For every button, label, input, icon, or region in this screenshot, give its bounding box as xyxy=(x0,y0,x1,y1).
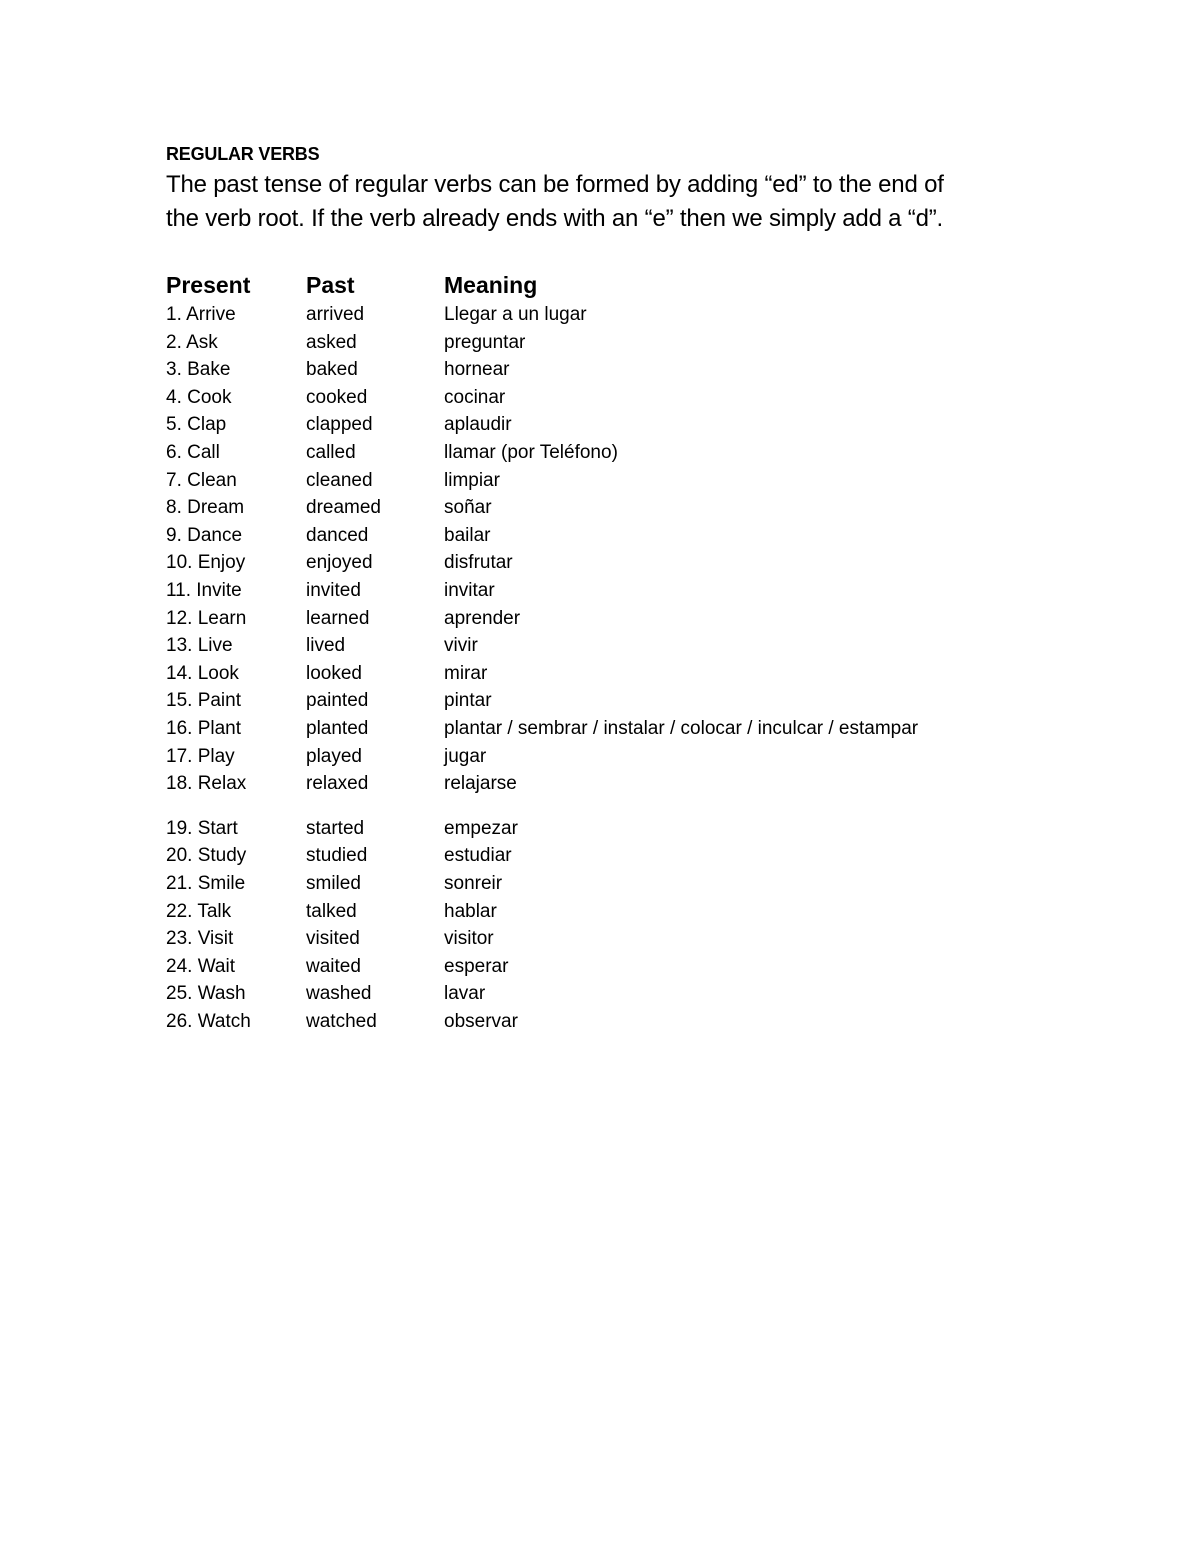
cell-meaning: lavar xyxy=(444,983,486,1004)
cell-present: 23. Visit xyxy=(166,928,234,949)
cell-past: played xyxy=(306,746,362,767)
cell-past: studied xyxy=(306,845,368,866)
cell-present: 24. Wait xyxy=(166,956,235,977)
table-row xyxy=(0,550,1200,576)
cell-past: visited xyxy=(306,928,360,949)
cell-past: waited xyxy=(306,956,361,977)
table-row xyxy=(0,688,1200,714)
cell-meaning: relajarse xyxy=(444,773,517,794)
cell-past: invited xyxy=(306,580,361,601)
cell-past: started xyxy=(306,818,365,839)
table-row xyxy=(0,357,1200,383)
cell-past: baked xyxy=(306,359,358,380)
cell-present: 17. Play xyxy=(166,746,235,767)
cell-past: called xyxy=(306,442,356,463)
intro-line: the verb root. If the verb already ends with an “e” then we simply add a “d”. xyxy=(166,205,943,232)
cell-present: 21. Smile xyxy=(166,873,246,894)
cell-past: watched xyxy=(306,1011,377,1032)
table-row xyxy=(0,871,1200,897)
cell-present: 25. Wash xyxy=(166,983,246,1004)
cell-past: planted xyxy=(306,718,369,739)
cell-meaning: jugar xyxy=(444,746,487,767)
cell-meaning: mirar xyxy=(444,663,488,684)
cell-present: 15. Paint xyxy=(166,690,241,711)
cell-present: 5. Clap xyxy=(166,414,227,435)
table-row xyxy=(0,495,1200,521)
cell-meaning: hornear xyxy=(444,359,510,380)
cell-meaning: llamar (por Teléfono) xyxy=(444,442,618,463)
cell-meaning: sonreir xyxy=(444,873,503,894)
cell-present: 11. Invite xyxy=(166,580,242,601)
cell-past: dreamed xyxy=(306,497,381,518)
cell-meaning: empezar xyxy=(444,818,518,839)
table-row xyxy=(0,771,1200,797)
cell-past: relaxed xyxy=(306,773,369,794)
cell-meaning: preguntar xyxy=(444,332,526,353)
cell-past: looked xyxy=(306,663,362,684)
cell-present: 14. Look xyxy=(166,663,239,684)
table-row xyxy=(0,716,1200,742)
cell-meaning: aprender xyxy=(444,608,521,629)
table-row xyxy=(0,412,1200,438)
cell-meaning: disfrutar xyxy=(444,552,513,573)
cell-meaning: estudiar xyxy=(444,845,512,866)
cell-present: 22. Talk xyxy=(166,901,232,922)
cell-present: 12. Learn xyxy=(166,608,247,629)
cell-present: 18. Relax xyxy=(166,773,247,794)
table-row xyxy=(0,899,1200,925)
document-heading: REGULAR VERBS xyxy=(166,144,320,164)
cell-present: 10. Enjoy xyxy=(166,552,246,573)
cell-meaning: invitar xyxy=(444,580,495,601)
table-row xyxy=(0,606,1200,632)
cell-past: enjoyed xyxy=(306,552,373,573)
cell-past: learned xyxy=(306,608,370,629)
table-row xyxy=(0,440,1200,466)
cell-past: lived xyxy=(306,635,346,656)
table-row xyxy=(0,523,1200,549)
table-row xyxy=(0,468,1200,494)
cell-past: danced xyxy=(306,525,369,546)
cell-present: 2. Ask xyxy=(166,332,218,353)
table-row xyxy=(0,661,1200,687)
cell-meaning: Llegar a un lugar xyxy=(444,304,587,325)
cell-meaning: aplaudir xyxy=(444,414,512,435)
cell-meaning: bailar xyxy=(444,525,491,546)
intro-line: The past tense of regular verbs can be formed by adding “ed” to the end of xyxy=(166,171,944,198)
cell-meaning: plantar / sembrar / instalar / colocar / inculcar / estampar xyxy=(444,718,919,739)
cell-past: arrived xyxy=(306,304,365,325)
table-row xyxy=(0,578,1200,604)
cell-past: cooked xyxy=(306,387,368,408)
cell-meaning: limpiar xyxy=(444,470,500,491)
table-row xyxy=(0,330,1200,356)
table-row xyxy=(0,816,1200,842)
cell-meaning: visitor xyxy=(444,928,494,949)
column-header-past: Past xyxy=(306,272,355,298)
cell-present: 13. Live xyxy=(166,635,233,656)
cell-present: 19. Start xyxy=(166,818,238,839)
cell-present: 16. Plant xyxy=(166,718,241,739)
cell-meaning: cocinar xyxy=(444,387,506,408)
cell-past: asked xyxy=(306,332,357,353)
column-header-present: Present xyxy=(166,272,251,298)
table-row xyxy=(0,633,1200,659)
table-row xyxy=(0,1009,1200,1035)
cell-past: talked xyxy=(306,901,357,922)
cell-present: 4. Cook xyxy=(166,387,232,408)
table-row xyxy=(0,981,1200,1007)
cell-present: 6. Call xyxy=(166,442,220,463)
table-row xyxy=(0,843,1200,869)
cell-present: 7. Clean xyxy=(166,470,237,491)
cell-meaning: soñar xyxy=(444,497,492,518)
column-header-meaning: Meaning xyxy=(444,272,538,298)
cell-present: 9. Dance xyxy=(166,525,243,546)
cell-meaning: pintar xyxy=(444,690,492,711)
cell-meaning: hablar xyxy=(444,901,497,922)
cell-past: washed xyxy=(306,983,372,1004)
cell-past: painted xyxy=(306,690,369,711)
cell-past: smiled xyxy=(306,873,361,894)
intro-paragraph xyxy=(166,168,1066,236)
cell-past: clapped xyxy=(306,414,373,435)
table-row xyxy=(0,302,1200,328)
cell-past: cleaned xyxy=(306,470,373,491)
cell-present: 1. Arrive xyxy=(166,304,236,325)
table-row xyxy=(0,926,1200,952)
cell-present: 26. Watch xyxy=(166,1011,251,1032)
cell-present: 20. Study xyxy=(166,845,247,866)
table-row xyxy=(0,744,1200,770)
table-row xyxy=(0,954,1200,980)
cell-present: 3. Bake xyxy=(166,359,231,380)
cell-meaning: observar xyxy=(444,1011,518,1032)
cell-present: 8. Dream xyxy=(166,497,245,518)
table-row xyxy=(0,385,1200,411)
cell-meaning: esperar xyxy=(444,956,509,977)
cell-meaning: vivir xyxy=(444,635,478,656)
